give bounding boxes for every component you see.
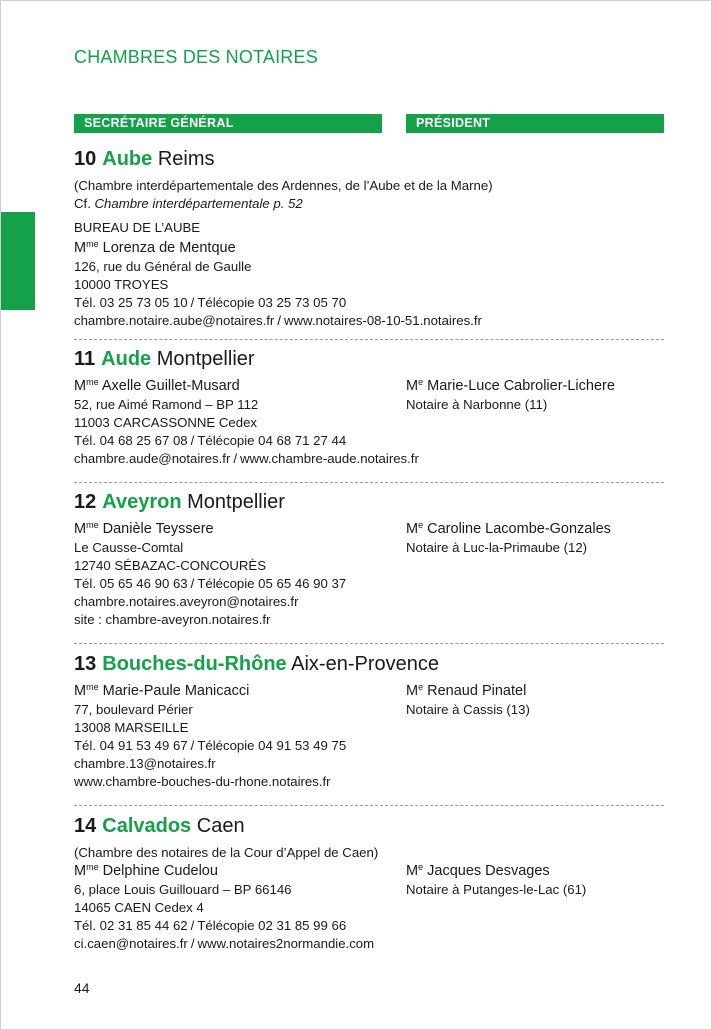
- president-name: Me Jacques Desvages: [406, 862, 550, 879]
- website-link[interactable]: site : chambre-aveyron.notaires.fr: [74, 612, 271, 627]
- divider: [74, 643, 664, 644]
- phone: Tél. 05 65 46 90 63: [74, 576, 188, 591]
- president-block: [406, 862, 664, 953]
- crossref-link[interactable]: Chambre interdépartementale p. 52: [94, 196, 303, 211]
- address-line-2: 10000 TROYES: [74, 277, 169, 292]
- entry-title: 12 Aveyron Montpellier: [74, 491, 285, 513]
- phone-fax-line: Tél. 03 25 73 05 10 / Télécopie 03 25 73 05 70: [74, 295, 347, 310]
- address-line-2: 12740 SÉBAZAC-CONCOURÈS: [74, 558, 267, 573]
- secretary-name: $M^{me}$ Marie-Paule Manicacci: [74, 682, 250, 699]
- address-line-1: 6, place Louis Guillouard – BP 66146: [74, 882, 292, 897]
- website-link[interactable]: www.notaires-08-10-51.notaires.fr: [284, 313, 482, 328]
- address-line-2: 11003 CARCASSONNE Cedex: [74, 415, 257, 430]
- entry-department: Aube: [102, 148, 153, 170]
- entry-city: Caen: [196, 815, 245, 837]
- entry-note: (Chambre des notaires de la Cour d’Appel de Caen): [74, 845, 379, 860]
- president-name: Me Caroline Lacombe-Gonzales: [406, 520, 611, 537]
- chamber-entry-13: [74, 652, 664, 791]
- secretary-name: $M^{me}$ Danièle Teyssere: [74, 520, 214, 537]
- divider: [74, 805, 664, 806]
- email-web-line: chambre.aude@notaires.fr / www.chambre-aude.notaires.fr: [74, 451, 419, 466]
- column-header-secretary: SECRÉTAIRE GÉNÉRAL: [74, 114, 382, 133]
- email-link[interactable]: chambre.notaire.aube@notaires.fr: [74, 313, 275, 328]
- president-name: Me Renaud Pinatel: [406, 682, 527, 699]
- phone: Tél. 04 91 53 49 67: [74, 738, 188, 753]
- address-line-2: 14065 CAEN Cedex 4: [74, 900, 204, 915]
- entry-department: Aude: [101, 348, 152, 370]
- bureau-label: BUREAU DE L’AUBE: [74, 220, 201, 235]
- divider: [74, 339, 664, 340]
- page-number: 44: [74, 980, 90, 996]
- president-role: Notaire à Cassis (13): [406, 702, 530, 717]
- entry-city: Aix-en-Provence: [291, 653, 439, 675]
- president-role: Notaire à Luc-la-Primaube (12): [406, 540, 588, 555]
- phone-fax-line: Tél. 04 68 25 67 08 / Télécopie 04 68 71 27 44: [74, 433, 347, 448]
- column-header-president: PRÉSIDENT: [406, 114, 664, 133]
- page-header: CHAMBRES DES NOTAIRES: [74, 47, 318, 67]
- president-name: Me Marie-Luce Cabrolier-Lichere: [406, 377, 615, 394]
- phone: Tél. 02 31 85 44 62: [74, 918, 188, 933]
- president-role: Notaire à Putanges-le-Lac (61): [406, 882, 587, 897]
- email-web-line: chambre.notaire.aube@notaires.fr / www.notaires-08-10-51.notaires.fr: [74, 313, 482, 328]
- president-block: [406, 520, 664, 629]
- divider: [74, 482, 664, 483]
- secretary-name: $M^{me}$ Lorenza de Mentque: [74, 239, 236, 256]
- phone-fax-line: Tél. 04 91 53 49 67 / Télécopie 04 91 53 49 75: [74, 738, 347, 753]
- phone-fax-line: Tél. 02 31 85 44 62 / Télécopie 02 31 85 99 66: [74, 918, 347, 933]
- chamber-entry-10: [74, 147, 664, 330]
- entry-city: Montpellier: [156, 348, 255, 370]
- address-line-1: 77, boulevard Périer: [74, 702, 193, 717]
- president-block: [406, 682, 664, 791]
- entry-title: 14 Calvados Caen: [74, 815, 245, 837]
- secretary-block: [74, 862, 406, 953]
- chamber-entry-14: [74, 814, 664, 953]
- entry-department: Calvados: [102, 815, 192, 837]
- entry-department: Bouches-du-Rhône: [102, 653, 287, 675]
- entry-city: Montpellier: [187, 491, 285, 513]
- phone: Tél. 03 25 73 05 10: [74, 295, 188, 310]
- phone: Tél. 04 68 25 67 08: [74, 433, 188, 448]
- president-role: Notaire à Narbonne (11): [406, 397, 548, 412]
- entry-note: (Chambre interdépartementale des Ardennes, de l’Aube et de la Marne): [74, 178, 493, 193]
- phone-fax-line: Tél. 05 65 46 90 63 / Télécopie 05 65 46 90 37: [74, 576, 347, 591]
- entry-title: 13 Bouches-du-Rhône Aix-en-Provence: [74, 653, 439, 675]
- entry-title: [74, 147, 664, 171]
- entry-title: 11 Aude Montpellier: [74, 348, 255, 370]
- secretary-block: [74, 682, 406, 791]
- email-link[interactable]: chambre.aude@notaires.fr: [74, 451, 231, 466]
- website-link[interactable]: www.chambre-bouches-du-rhone.notaires.fr: [74, 774, 331, 789]
- fax: Télécopie 04 91 53 49 75: [197, 738, 347, 753]
- website-link[interactable]: www.notaires2normandie.com: [197, 936, 375, 951]
- secretary-block: [74, 377, 419, 468]
- entry-city: Reims: [157, 148, 215, 170]
- president-block: [406, 377, 664, 468]
- secretary-name: $M^{me}$ Delphine Cudelou: [74, 862, 218, 879]
- email-link[interactable]: ci.caen@notaires.fr: [74, 936, 188, 951]
- entry-crossref: Cf. Chambre interdépartementale p. 52: [74, 196, 303, 211]
- address-line-1: 52, rue Aimé Ramond – BP 112: [74, 397, 259, 412]
- address-line-2: 13008 MARSEILLE: [74, 720, 189, 735]
- fax: Télécopie 02 31 85 99 66: [197, 918, 347, 933]
- fax: Télécopie 04 68 71 27 44: [197, 433, 347, 448]
- chamber-entry-12: [74, 490, 664, 629]
- website-link[interactable]: www.chambre-aude.notaires.fr: [240, 451, 419, 466]
- entry-number: 10: [74, 148, 97, 170]
- email-web-line: ci.caen@notaires.fr / www.notaires2normandie.com: [74, 936, 375, 951]
- fax: Télécopie 05 65 46 90 37: [197, 576, 347, 591]
- email-link[interactable]: chambre.notaires.aveyron@notaires.fr: [74, 594, 299, 609]
- email-link[interactable]: chambre.13@notaires.fr: [74, 756, 216, 771]
- secretary-name: $M^{me}$ Axelle Guillet-Musard: [74, 377, 240, 394]
- fax: Télécopie 03 25 73 05 70: [197, 295, 347, 310]
- address-line-1: Le Causse-Comtal: [74, 540, 184, 555]
- side-tab-marker: [1, 212, 35, 310]
- chamber-entry-11: [74, 347, 664, 468]
- address-line-1: 126, rue du Général de Gaulle: [74, 259, 252, 274]
- secretary-block: [74, 520, 406, 629]
- entry-department: Aveyron: [102, 491, 182, 513]
